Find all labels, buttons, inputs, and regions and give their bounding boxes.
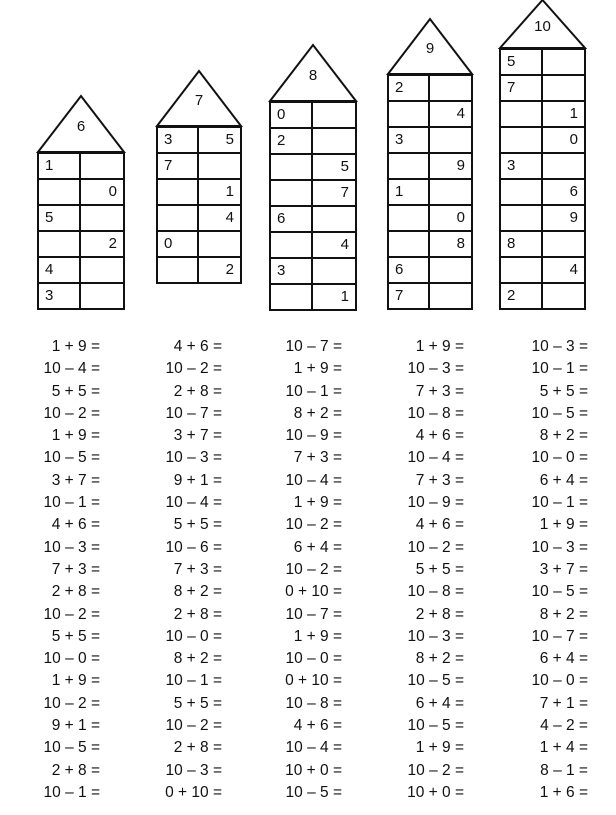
equation: 9 + 1 = — [51, 717, 100, 735]
cell-number: 5 — [45, 209, 54, 226]
house-cell-right[interactable] — [199, 258, 240, 282]
house-row — [39, 154, 123, 180]
house-row — [271, 207, 355, 233]
equation: 2 + 8 = — [415, 605, 464, 623]
cell-number: 3 — [277, 262, 286, 279]
equation: 10 – 1 = — [531, 360, 588, 378]
house-cell-right[interactable] — [81, 180, 123, 204]
equation: 10 – 2 = — [285, 516, 342, 534]
house-cell-right[interactable] — [199, 232, 240, 256]
equation: 10 – 5 = — [285, 783, 342, 801]
house-cell-left[interactable] — [389, 206, 430, 230]
equation: 10 – 9 = — [285, 427, 342, 445]
house-cell-right[interactable] — [543, 76, 585, 100]
house-cell-right[interactable] — [199, 128, 240, 152]
cell-number: 5 — [225, 131, 234, 148]
house-cell-left[interactable] — [501, 180, 543, 204]
cell-number: 2 — [277, 132, 286, 149]
equation: 1 + 4 = — [539, 739, 588, 757]
equation: 4 + 6 = — [51, 516, 100, 534]
equation: 8 + 2 = — [415, 650, 464, 668]
equation: 6 + 4 = — [539, 650, 588, 668]
cell-number: 6 — [277, 210, 286, 227]
equation: 10 – 4 = — [43, 360, 100, 378]
house-row — [39, 258, 123, 284]
equation: 3 + 7 = — [173, 427, 222, 445]
equation: 10 – 2 = — [165, 717, 222, 735]
equation: 10 – 2 = — [43, 404, 100, 422]
house-cell-left[interactable] — [39, 232, 81, 256]
house-cell-right[interactable] — [543, 102, 585, 126]
equation: 1 + 9 = — [51, 427, 100, 445]
equation-column-5 — [532, 336, 588, 804]
equation: 10 – 2 = — [407, 538, 464, 556]
house-cell-left[interactable] — [389, 232, 430, 256]
equation: 4 + 6 = — [415, 516, 464, 534]
cell-number: 9 — [569, 209, 578, 226]
cell-number: 3 — [507, 157, 516, 174]
house-cell-right[interactable] — [543, 50, 585, 74]
house-cell-right[interactable] — [543, 206, 585, 230]
equation: 10 – 3 = — [165, 449, 222, 467]
house-row — [158, 258, 240, 284]
roof-number: 7 — [194, 92, 204, 110]
equation: 0 + 10 = — [285, 583, 342, 601]
cell-number: 4 — [340, 236, 349, 253]
roof-number: 8 — [308, 66, 318, 84]
house-row — [389, 206, 471, 232]
equation: 7 + 3 = — [415, 382, 464, 400]
equation: 8 + 2 = — [173, 583, 222, 601]
house-cell-right[interactable] — [430, 154, 471, 178]
house-cell-left[interactable] — [389, 258, 430, 282]
equation: 5 + 5 = — [173, 516, 222, 534]
house-cell-right[interactable] — [313, 285, 355, 309]
cell-number: 0 — [108, 183, 117, 200]
equation: 10 – 3 = — [43, 538, 100, 556]
cell-number: 3 — [164, 131, 173, 148]
house-row — [501, 284, 584, 310]
equation: 10 – 5 = — [407, 717, 464, 735]
house-cell-left[interactable] — [158, 258, 199, 282]
cell-number: 3 — [395, 131, 404, 148]
house-row — [158, 180, 240, 206]
house-cell-right[interactable] — [81, 206, 123, 230]
house-row — [158, 128, 240, 154]
cell-number: 2 — [225, 261, 234, 278]
house-cell-left[interactable] — [389, 154, 430, 178]
house-row — [271, 233, 355, 259]
cell-number: 1 — [45, 157, 54, 174]
cell-number: 6 — [569, 183, 578, 200]
house-row — [39, 206, 123, 232]
house-row — [39, 180, 123, 206]
house-row — [501, 102, 584, 128]
equation: 10 – 5 = — [531, 404, 588, 422]
house-cell-left[interactable] — [271, 181, 313, 205]
house-cell-right[interactable] — [430, 206, 471, 230]
house-cell-left[interactable] — [39, 180, 81, 204]
house-cell-left[interactable] — [501, 284, 543, 308]
equation: 10 – 9 = — [407, 494, 464, 512]
house-cell-left[interactable] — [389, 102, 430, 126]
house-cell-right[interactable] — [543, 154, 585, 178]
house-row — [389, 102, 471, 128]
equation: 10 – 3 = — [531, 338, 588, 355]
equation: 10 – 1 = — [285, 382, 342, 400]
house-cell-left[interactable] — [271, 155, 313, 179]
equation: 10 + 0 = — [407, 783, 464, 801]
equation: 1 + 9 = — [415, 739, 464, 757]
equation: 1 + 9 = — [51, 672, 100, 690]
house-row — [389, 76, 471, 102]
equation: 2 + 8 = — [51, 761, 100, 779]
equation: 10 – 0 = — [43, 650, 100, 668]
house-cell-left[interactable] — [501, 76, 543, 100]
house-cell-left[interactable] — [501, 154, 543, 178]
house-cell-right[interactable] — [430, 180, 471, 204]
equation: 10 – 2 = — [285, 560, 342, 578]
equation: 10 – 5 = — [407, 672, 464, 690]
house-cell-left[interactable] — [158, 206, 199, 230]
equation: 7 + 3 = — [173, 560, 222, 578]
house-cell-left[interactable] — [158, 232, 199, 256]
equation: 2 + 8 = — [173, 382, 222, 400]
house-cell-left[interactable] — [501, 232, 543, 256]
equation: 2 + 8 = — [173, 605, 222, 623]
equation: 10 – 4 = — [165, 494, 222, 512]
house-cell-right[interactable] — [199, 154, 240, 178]
equation: 7 + 3 = — [415, 471, 464, 489]
equation: 10 – 8 = — [285, 694, 342, 712]
equation: 1 + 9 = — [293, 360, 342, 378]
house-cell-right[interactable] — [313, 181, 355, 205]
cell-number: 8 — [507, 235, 516, 252]
roof-number: 6 — [76, 117, 86, 135]
house-row — [271, 181, 355, 207]
house-cell-left[interactable] — [501, 50, 543, 74]
house-row — [389, 128, 471, 154]
house-grid — [387, 74, 473, 310]
cell-number: 1 — [225, 183, 234, 200]
equation: 10 – 0 = — [531, 672, 588, 690]
house-cell-right[interactable] — [81, 258, 123, 282]
house-row — [271, 259, 355, 285]
house-cell-left[interactable] — [39, 284, 81, 308]
equation: 8 + 2 = — [539, 427, 588, 445]
house-cell-left[interactable] — [389, 180, 430, 204]
house-cell-left[interactable] — [389, 284, 430, 308]
cell-number: 2 — [108, 235, 117, 252]
cell-number: 7 — [340, 184, 349, 201]
house-cell-right[interactable] — [430, 128, 471, 152]
equation: 1 + 9 = — [415, 338, 464, 355]
house-grid — [37, 152, 125, 310]
house-cell-right[interactable] — [430, 258, 471, 282]
equation: 10 – 7 = — [285, 605, 342, 623]
equation: 0 + 10 = — [285, 672, 342, 690]
house-cell-left[interactable] — [501, 102, 543, 126]
equation: 10 – 2 = — [407, 761, 464, 779]
equation: 7 + 3 = — [51, 560, 100, 578]
house-row — [271, 103, 355, 129]
cell-number: 6 — [395, 261, 404, 278]
cell-number: 1 — [340, 288, 349, 305]
house-cell-left[interactable] — [271, 103, 313, 127]
cell-number: 9 — [456, 157, 465, 174]
equation: 5 + 5 = — [173, 694, 222, 712]
house-cell-left[interactable] — [501, 206, 543, 230]
house-row — [158, 154, 240, 180]
equation: 2 + 8 = — [51, 583, 100, 601]
equation: 4 + 6 = — [173, 338, 222, 355]
equation: 1 + 9 = — [293, 627, 342, 645]
house-grid — [269, 101, 357, 311]
house-row — [39, 284, 123, 310]
house-cell-right[interactable] — [430, 76, 471, 100]
cell-number: 2 — [395, 79, 404, 96]
house-row — [501, 206, 584, 232]
equation: 1 + 9 = — [293, 494, 342, 512]
house-cell-left[interactable] — [158, 180, 199, 204]
equation: 10 – 7 = — [531, 627, 588, 645]
house-cell-right[interactable] — [543, 180, 585, 204]
roof-number: 9 — [425, 40, 435, 58]
house-cell-right[interactable] — [313, 129, 355, 153]
house-row — [39, 232, 123, 258]
equation: 8 – 1 = — [540, 761, 588, 779]
equation: 10 – 7 = — [165, 404, 222, 422]
cell-number: 4 — [45, 261, 54, 278]
equation-column-3 — [285, 336, 342, 804]
equation: 10 + 0 = — [285, 761, 342, 779]
equation: 4 + 6 = — [293, 717, 342, 735]
equation: 10 – 6 = — [165, 538, 222, 556]
equation: 8 + 2 = — [173, 650, 222, 668]
equation: 0 + 10 = — [165, 783, 222, 801]
house-row — [389, 180, 471, 206]
house-cell-left[interactable] — [389, 76, 430, 100]
house-cell-left[interactable] — [389, 128, 430, 152]
cell-number: 0 — [277, 106, 286, 123]
cell-number: 8 — [456, 235, 465, 252]
equation: 10 – 4 = — [407, 449, 464, 467]
house-cell-left[interactable] — [39, 258, 81, 282]
cell-number: 7 — [395, 287, 404, 304]
house-row — [389, 284, 471, 310]
equation: 10 – 0 = — [165, 627, 222, 645]
equation: 10 – 3 = — [407, 627, 464, 645]
house-cell-right[interactable] — [313, 233, 355, 257]
house-cell-left[interactable] — [271, 233, 313, 257]
house-grid — [156, 126, 242, 284]
equation: 10 – 7 = — [285, 338, 342, 355]
cell-number: 5 — [340, 158, 349, 175]
equation: 5 + 5 = — [51, 382, 100, 400]
house-cell-right[interactable] — [199, 180, 240, 204]
equation: 10 – 5 = — [531, 583, 588, 601]
house-row — [501, 128, 584, 154]
house-cell-left[interactable] — [158, 154, 199, 178]
equation: 10 – 1 = — [165, 672, 222, 690]
house-cell-left[interactable] — [271, 285, 313, 309]
house-cell-right[interactable] — [543, 128, 585, 152]
equation: 10 – 0 = — [285, 650, 342, 668]
house-row — [501, 50, 584, 76]
house-row — [158, 206, 240, 232]
house-grid — [499, 48, 586, 310]
house-cell-left[interactable] — [271, 259, 313, 283]
equation: 2 + 8 = — [173, 739, 222, 757]
equation: 5 + 5 = — [415, 560, 464, 578]
house-cell-right[interactable] — [430, 102, 471, 126]
cell-number: 5 — [507, 53, 516, 70]
house-cell-right[interactable] — [81, 284, 123, 308]
cell-number: 4 — [225, 209, 234, 226]
equation-column-1 — [44, 336, 100, 804]
equation: 10 – 1 = — [43, 783, 100, 801]
house-cell-right[interactable] — [430, 284, 471, 308]
house-cell-right[interactable] — [313, 155, 355, 179]
house-cell-left[interactable] — [39, 154, 81, 178]
roof-number: 10 — [534, 18, 551, 36]
cell-number: 1 — [395, 183, 404, 200]
house-roof — [269, 0, 357, 103]
equation: 10 – 1 = — [43, 494, 100, 512]
equation: 4 + 6 = — [415, 427, 464, 445]
equation: 7 + 1 = — [539, 694, 588, 712]
equation: 10 – 4 = — [285, 471, 342, 489]
equation: 9 + 1 = — [173, 471, 222, 489]
house-cell-right[interactable] — [543, 232, 585, 256]
house-cell-right[interactable] — [543, 258, 585, 282]
cell-number: 3 — [45, 287, 54, 304]
equation: 1 + 9 = — [539, 516, 588, 534]
house-row — [271, 129, 355, 155]
cell-number: 0 — [569, 131, 578, 148]
equation: 5 + 5 = — [51, 627, 100, 645]
equation: 10 – 5 = — [43, 449, 100, 467]
cell-number: 4 — [569, 261, 578, 278]
equation: 10 – 3 = — [165, 761, 222, 779]
equation: 7 + 3 = — [293, 449, 342, 467]
equation: 10 – 1 = — [531, 494, 588, 512]
equation: 4 – 2 = — [540, 717, 588, 735]
house-cell-left[interactable] — [501, 128, 543, 152]
house-row — [389, 232, 471, 258]
house-cell-right[interactable] — [313, 207, 355, 231]
equation: 5 + 5 = — [539, 382, 588, 400]
equation: 10 – 2 = — [43, 694, 100, 712]
equation: 10 – 3 = — [407, 360, 464, 378]
house-row — [158, 232, 240, 258]
house-row — [271, 285, 355, 311]
equation: 10 – 8 = — [407, 583, 464, 601]
house-row — [501, 232, 584, 258]
house-cell-right[interactable] — [199, 206, 240, 230]
equation: 10 – 5 = — [43, 739, 100, 757]
house-cell-right[interactable] — [313, 259, 355, 283]
house-cell-right[interactable] — [543, 284, 585, 308]
house-row — [501, 154, 584, 180]
house-cell-left[interactable] — [501, 258, 543, 282]
equation: 10 – 3 = — [531, 538, 588, 556]
cell-number: 1 — [569, 105, 578, 122]
cell-number: 0 — [456, 209, 465, 226]
equation: 8 + 2 = — [539, 605, 588, 623]
house-row — [501, 76, 584, 102]
house-cell-left[interactable] — [271, 207, 313, 231]
house-cell-left[interactable] — [271, 129, 313, 153]
house-cell-left[interactable] — [158, 128, 199, 152]
house-row — [501, 258, 584, 284]
equation: 3 + 7 = — [51, 471, 100, 489]
house-row — [271, 155, 355, 181]
equation: 6 + 4 = — [539, 471, 588, 489]
equation: 10 – 8 = — [407, 404, 464, 422]
cell-number: 0 — [164, 235, 173, 252]
house-cell-right[interactable] — [313, 103, 355, 127]
cell-number: 7 — [507, 79, 516, 96]
house-row — [501, 180, 584, 206]
equation: 10 – 2 = — [165, 360, 222, 378]
equation: 10 – 2 = — [43, 605, 100, 623]
equation: 1 + 6 = — [539, 783, 588, 801]
equation: 6 + 4 = — [293, 538, 342, 556]
equation-column-2 — [165, 336, 222, 804]
house-cell-right[interactable] — [81, 232, 123, 256]
house-cell-right[interactable] — [81, 154, 123, 178]
house-cell-right[interactable] — [430, 232, 471, 256]
house-row — [389, 258, 471, 284]
cell-number: 7 — [164, 157, 173, 174]
house-roof — [387, 0, 473, 76]
equation: 10 – 4 = — [285, 739, 342, 757]
equation: 1 + 9 = — [51, 338, 100, 355]
cell-number: 4 — [456, 105, 465, 122]
house-row — [389, 154, 471, 180]
equation: 10 – 0 = — [531, 449, 588, 467]
house-cell-left[interactable] — [39, 206, 81, 230]
equation: 3 + 7 = — [539, 560, 588, 578]
cell-number: 2 — [507, 287, 516, 304]
equation-column-4 — [407, 336, 464, 804]
equation: 6 + 4 = — [415, 694, 464, 712]
equation: 8 + 2 = — [293, 404, 342, 422]
